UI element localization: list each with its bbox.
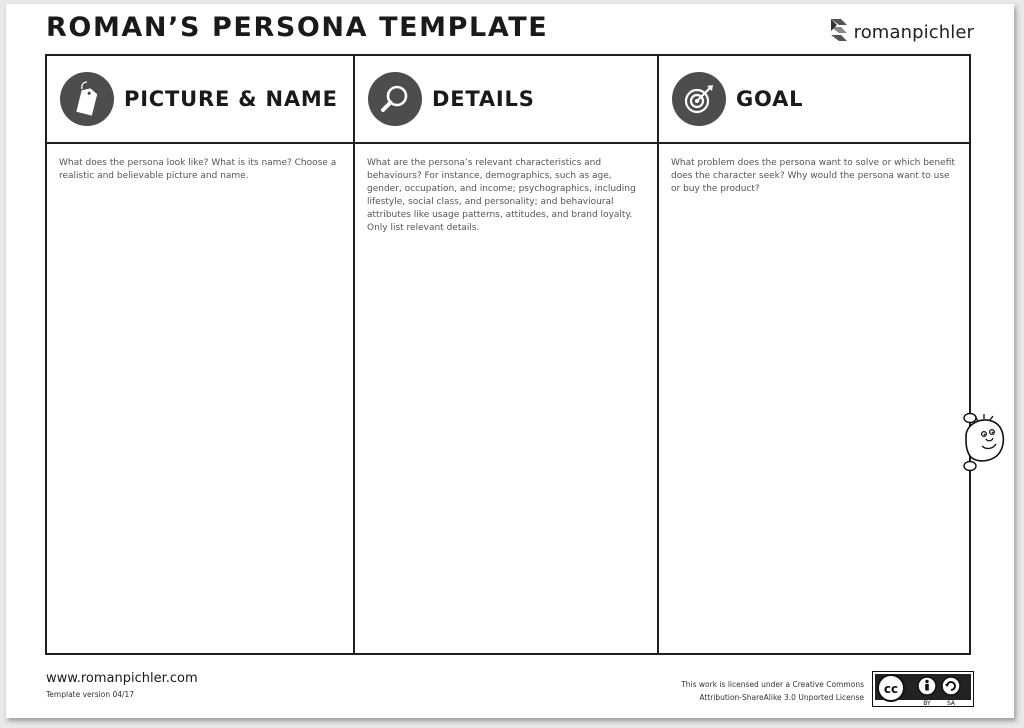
column-description: What problem does the persona want to solve or which benefit does the character seek? Why would the persona want to use or buy the product?	[671, 158, 955, 194]
target-icon	[672, 72, 726, 126]
brand-name: romanpichler	[853, 21, 974, 43]
column-title: PICTURE & NAME	[124, 87, 338, 111]
website-link[interactable]: www.romanpichler.com	[46, 671, 198, 686]
column-description: What are the persona’s relevant characteristics and behaviours? For instance, demographics, such as age, gender, occupation, and income; psychographics, including lifestyle, social class, and personality; and behavioural attributes like usage patterns, attitudes, and brand loyalty. Only list relevant details.	[367, 158, 636, 233]
page-title: ROMAN’S PERSONA TEMPLATE	[46, 12, 549, 43]
persona-board	[45, 54, 971, 655]
brand-logo	[829, 18, 974, 46]
template-version: Template version 04/17	[46, 690, 135, 699]
template-sheet	[6, 4, 1014, 718]
column-header	[47, 56, 353, 144]
license-line: This work is licensed under a Creative Commons	[681, 680, 864, 689]
cc-by-label: BY	[923, 700, 931, 707]
creative-commons-badge[interactable]	[872, 671, 974, 711]
peeking-character-illustration	[962, 408, 1010, 484]
column-title: DETAILS	[432, 87, 535, 111]
column-details	[353, 56, 657, 653]
column-picture-name	[47, 56, 353, 653]
license-line: Attribution-ShareAlike 3.0 Unported License	[699, 693, 864, 702]
license-text	[681, 678, 864, 704]
column-header	[659, 56, 969, 144]
romanpichler-logo-icon	[829, 18, 849, 46]
column-goal	[657, 56, 969, 653]
cc-sa-label: SA	[946, 700, 956, 707]
column-description: What does the persona look like? What is its name? Choose a realistic and believable picture and name.	[59, 158, 337, 181]
svg-text:cc: cc	[883, 682, 899, 696]
tag-icon	[60, 72, 114, 126]
magnifier-icon	[368, 72, 422, 126]
column-header	[355, 56, 657, 144]
column-title: GOAL	[736, 87, 804, 111]
